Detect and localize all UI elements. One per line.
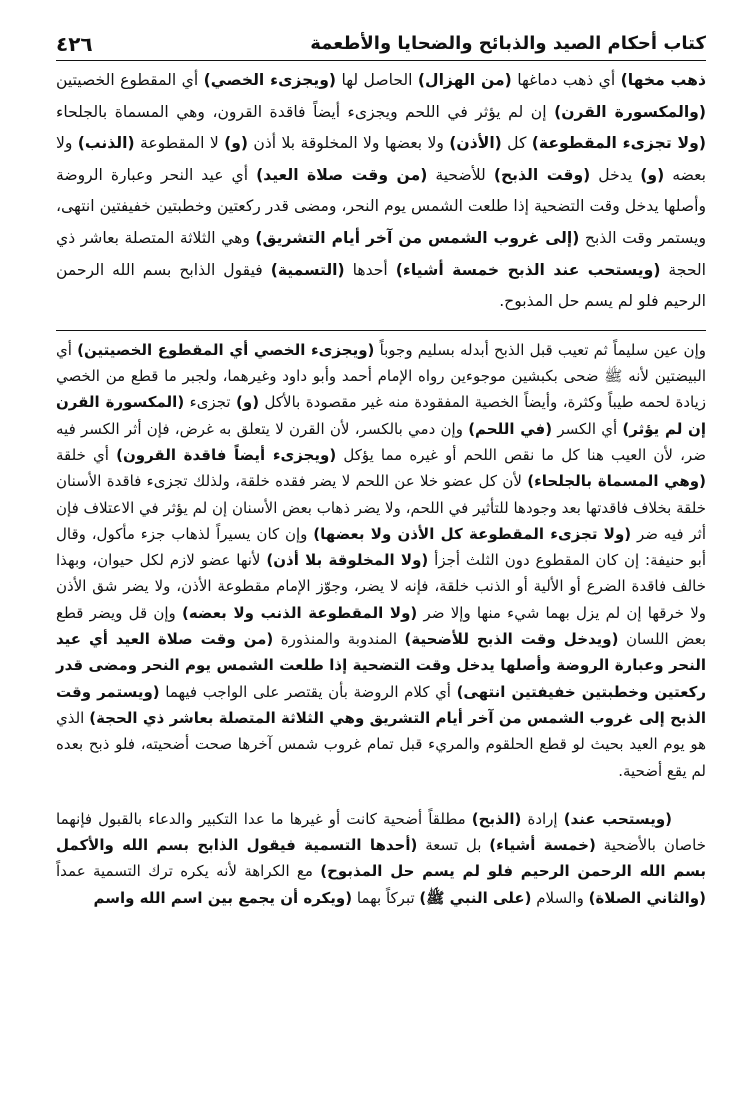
commentary-segment: وإن قل ويضر قطع بعض اللسان <box>56 603 707 649</box>
main-text-segment: يدخل <box>590 165 641 184</box>
main-text-bold-segment: (الذنب) <box>77 134 135 153</box>
commentary-bold-segment: (ويجزىء الخصي أي المقطوع الخصيتين) <box>77 340 375 359</box>
commentary-segment: لأن كل عضو خلا عن اللحم لا يضر فقده خلقة، ولذلك تجزىء فاقدة الأسنان خلقة بخلاف فاقدتها بعد وجودها للتأثير في اللحم، ولا يضر ذهاب بعض الأسنان إن لم يؤثر في الاعتلاف فإن أثر فيه ضر <box>56 472 706 543</box>
commentary-bold-segment: (وهي المسماة بالجلحاء) <box>527 472 706 491</box>
commentary-bold-segment: (المكسورة القرن إن لم يؤثر) <box>56 393 706 438</box>
commentary-bold-segment: (والثاني الصلاة) <box>588 888 706 907</box>
main-text-bold-segment: (من الهزال) <box>417 71 512 89</box>
running-title: كتاب أحكام الصيد والذبائح والضحايا والأطعمة <box>310 33 706 54</box>
commentary-segment: تجزىء <box>184 393 237 412</box>
main-text-segment: أي عيد النحر وعبارة الروضة وأصلها يدخل وقت التضحية إذا طلعت الشمس يوم النحر، ومضى قدر ركعتين وخطبتين خفيفتين انتهى، ويستمر وقت الذبح <box>56 165 707 247</box>
main-text-segment: للأضحية <box>427 165 494 184</box>
commentary-bold-segment: (ولا المقطوعة الذنب ولا بعضه) <box>181 603 418 622</box>
commentary-bold-segment: (أحدها التسمية فيقول الذابح بسم الله والأكمل بسم الله الرحمن الرحيم فلو لم يسم حل المذبوح) <box>56 836 706 881</box>
commentary-bold-segment: (ولا تجزىء المقطوعة كل الأذن ولا بعضها) <box>313 524 632 543</box>
commentary-segment: أي الكسر <box>552 419 623 438</box>
commentary-segment: وإن دمي بالكسر، لأن القرن لا يتعلق به غرض، فإن أثر الكسر فيه ضر، لأن العيب هنا كل ما نقص اللحم أو غيره مما يؤكل <box>56 419 706 464</box>
main-text-segment: أي ذهب دماغها <box>511 71 621 89</box>
main-text-bold-segment: (ولا تجزىء المقطوعة) <box>531 134 706 153</box>
commentary-segment: أي كلام الروضة بأن يقتصر على الواجب فيهما <box>159 682 457 701</box>
commentary-bold-segment: (ويكره أن يجمع بين اسم الله واسم <box>93 888 353 907</box>
footnote-separator <box>56 330 706 331</box>
commentary-segment: أي البيضتين لأنه ﷺ ضحى بكبشين موجوءين رواه الإمام أحمد وأبو داود وغيرهما، ولجبر ما قطع من الخصي زيادة لحمه طيباً وكثرة، وأيضاً الخصية المفقودة منه غير مقصودة بالأكل <box>56 340 706 412</box>
commentary-segment: والسلام <box>531 888 589 907</box>
commentary-segment: مطلقاً أضحية كانت أو غيرها ما عدا التكبير والدعاء بالقبول فإنهما خاصان بالأضحية <box>56 809 706 855</box>
commentary-segment: لأنها عضو لازم لكل حيوان، وبهذا خالف فاقدة الضرع أو الألية أو الذنب خلقة، فإنه لا يضر، وجوّز الإمام مقطوعة الأذن، ولا يضر شق الأذن ولا خرقها إن لم يزل بهما شيء منها وإلا ضر <box>56 551 706 622</box>
main-text-bold-segment: (من وقت صلاة العيد) <box>256 165 428 184</box>
commentary-segment: وإن كان يسيراً لذهاب جزء مأكول، وقال أبو حنيفة: إن كان المقطوع دون الثلث أجزأ <box>56 524 706 570</box>
commentary-segment: مع الكراهة لأنه يكره ترك التسمية عمداً <box>56 862 321 881</box>
commentary-paragraph <box>56 337 706 784</box>
commentary-block <box>56 337 706 911</box>
page-header <box>56 26 706 61</box>
main-text-bold-segment: (و) <box>224 134 249 153</box>
commentary-bold-segment: (من وقت صلاة العيد أي عيد النحر وعبارة الروضة وأصلها يدخل وقت التضحية إذا طلعت الشمس يوم النحر ومضى قدر ركعتين وخطبتين خفيفتين انتهى) <box>56 630 706 701</box>
commentary-bold-segment: (خمسة أشياء) <box>489 836 596 855</box>
commentary-segment: الذي هو يوم العيد بحيث لو قطع الحلقوم والمريء قبل تمام غروب شمس آخرها صحت أضحيته، فلو ذبح بعده لم يقع أضحية. <box>56 708 706 780</box>
commentary-segment: بل تسعة <box>417 836 490 855</box>
main-text-bold-segment: (وقت الذبح) <box>493 165 591 184</box>
commentary-bold-segment: (ويجزىء أيضاً فاقدة القرون) <box>116 445 337 464</box>
commentary-bold-segment: (ويستحب عند) <box>563 809 673 828</box>
main-text-segment: ولا بعضها ولا المخلوقة بلا أذن <box>248 134 450 153</box>
main-text-segment: كل <box>501 134 532 153</box>
main-text-segment: فيقول الذابح بسم الله الرحمن الرحيم فلو لم يسم حل المذبوح. <box>56 260 706 311</box>
commentary-segment: إرادة <box>521 809 564 828</box>
main-text-bold-segment: (ويستحب عند الذبح خمسة أشياء) <box>395 260 661 279</box>
main-text-bold-segment: (التسمية) <box>270 260 345 279</box>
commentary-bold-segment: (الذبح) <box>471 809 522 828</box>
main-text-segment: ولا بعضه <box>56 134 706 184</box>
commentary-bold-segment: (و) <box>236 393 260 412</box>
main-text-segment: أحدها <box>344 260 396 279</box>
main-text-segment: وهي الثلاثة المتصلة بعاشر ذي الحجة <box>56 228 706 279</box>
commentary-bold-segment: (ويدخل وقت الذبح للأضحية) <box>404 630 619 649</box>
commentary-bold-segment: (في اللحم) <box>468 419 553 438</box>
commentary-bold-segment: (ولا المخلوقة بلا أذن) <box>266 551 429 570</box>
book-page <box>56 26 706 1086</box>
main-text-bold-segment: (الأذن) <box>449 134 502 153</box>
main-text-bold-segment: (و) <box>640 165 665 184</box>
main-text-segment: إن لم يؤثر في اللحم ويجزىء أيضاً فاقدة القرون، وهي المسماة بالجلحاء <box>56 102 555 121</box>
main-text-block <box>56 65 706 318</box>
main-text-bold-segment: (إلى غروب الشمس من آخر أيام التشريق) <box>255 228 580 247</box>
main-text-segment: الحاصل لها <box>336 71 418 89</box>
main-text-segment: لا المقطوعة <box>134 134 225 153</box>
main-text-segment: أي المقطوع الخصيتين <box>56 71 204 89</box>
main-text-bold-segment: (ويجزىء الخصي) <box>203 71 337 89</box>
commentary-segment: تبركاً بهما <box>352 888 420 907</box>
page-number: ٤٢٦ <box>56 32 93 56</box>
main-text-bold-segment: ذهب مخها) <box>620 71 706 89</box>
commentary-segment: وإن عين سليماً ثم تعيب قبل الذبح أبدله بسليم وجوباً <box>374 340 706 359</box>
commentary-segment: المندوبة والمنذورة <box>273 630 405 649</box>
main-text-bold-segment: (والمكسورة القرن) <box>554 102 706 121</box>
commentary-bold-segment: (على النبي ﷺ) <box>419 888 532 907</box>
commentary-segment: أي خلقة <box>56 445 117 464</box>
commentary-paragraph <box>56 806 706 911</box>
commentary-bold-segment: (ويستمر وقت الذبح إلى غروب الشمس من آخر أيام التشريق وهي الثلاثة المتصلة بعاشر ذي الحجة) <box>56 682 706 727</box>
